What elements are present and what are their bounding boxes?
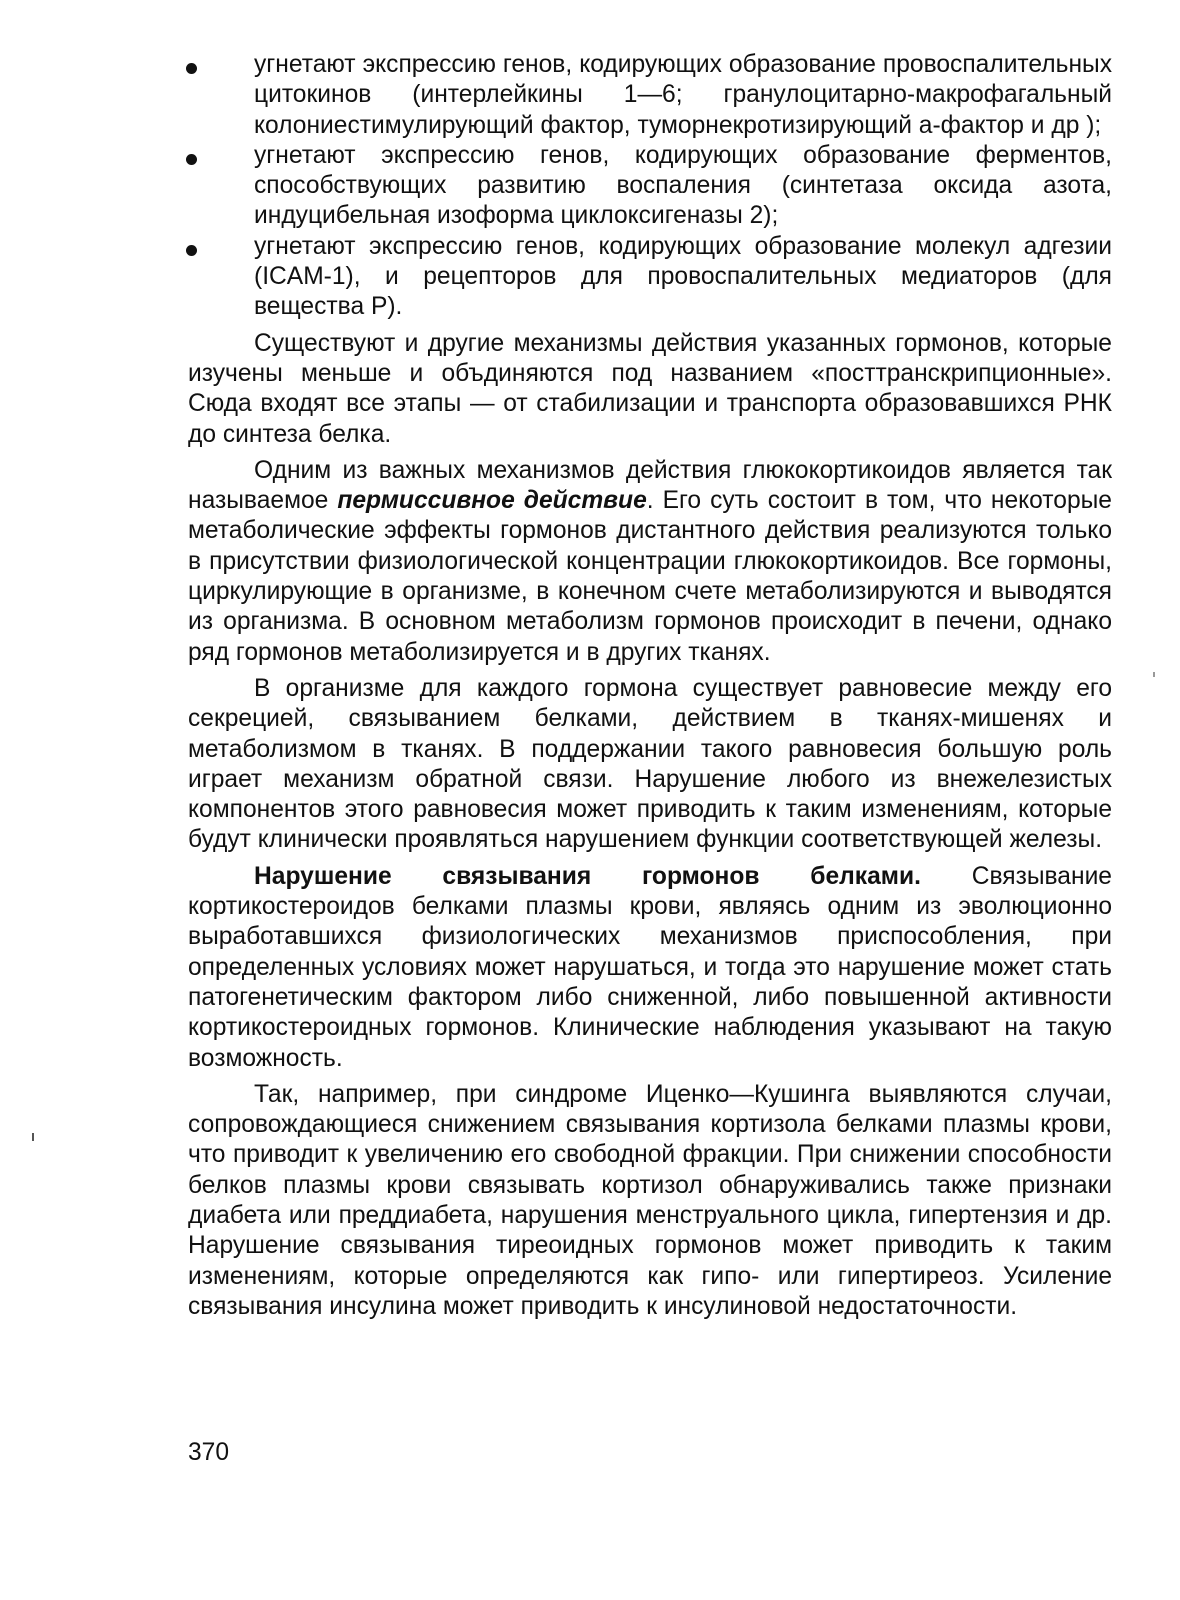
scan-speck: [1153, 672, 1155, 677]
bullet-dot-icon: [186, 154, 197, 165]
page-number: 370: [188, 1439, 230, 1466]
paragraph-text: Связывание кортикостероидов белками плазмы крови, являясь одним из эволюционно выработавшихся физиологических механизмов приспособления, при определенных условиях может нарушаться, и тогда это нарушение может стать патогенетическим фактором либо сниженной, либо повышенной активности кортикостероидных гормонов. Клинические наблюдения указывают на такую возможность.: [188, 862, 1112, 1072]
scan-speck: [32, 1133, 34, 1141]
run-in-heading: Нарушение связывания гормонов белками.: [254, 862, 921, 890]
page-body: [188, 50, 1112, 1322]
bullet-text: угнетают экспрессию генов, кодирующих образование провоспалительных цитокинов (интерлейкины 1—6; гранулоцитарно-макрофагальный колониестимулирующий фактор, туморнекротизирующий а-фактор и др );: [254, 51, 1112, 139]
paragraph-permissive-action: [188, 456, 1112, 668]
paragraph-protein-binding: [188, 862, 1112, 1074]
bullet-text: угнетают экспрессию генов, кодирующих образование молекул адгезии (ICAM-1), и рецепторов для провоспалительных медиаторов (для вещества Р).: [254, 232, 1112, 321]
paragraph-equilibrium: В организме для каждого гормона существует равновесие между его секрецией, связыванием белками, действием в тканях-мишенях и метаболизмом в тканях. В поддержании такого равновесия большую роль играет механизм обратной связи. Нарушение любого из внежелезистых компонентов этого равновесия может приводить к таким изменениям, которые будут клинически проявляться нарушением функции соответствующей железы.: [188, 674, 1112, 854]
paragraph-cushing-example: Так, например, при синдроме Иценко—Кушинга выявляются случаи, сопровождающиеся снижением связывания кортизола белками плазмы крови, что приводит к увеличению его свободной фракции. При снижении способности белков плазмы крови связывать кортизол обнаруживались также признаки диабета или преддиабета, нарушения менструального цикла, гипертензия и др. Нарушение связывания тиреоидных гормонов может приводить к таким изменениям, которые определяются как гипо- или гипертиреоз. Усиление связывания инсулина может приводить к инсулиновой недостаточности.: [188, 1080, 1112, 1320]
bullet-item: [188, 50, 1112, 141]
paragraph-posttranscriptional: Существуют и другие механизмы действия указанных гормонов, которые изучены меньше и объдиняются под названием «посттранскрипционные». Сюда входят все этапы — от стабилизации и транспорта образовавшихся РНК до синтеза белка.: [188, 329, 1112, 448]
bullet-list: [188, 50, 1112, 323]
bullet-dot-icon: [186, 63, 197, 74]
bullet-dot-icon: [186, 245, 197, 256]
paragraph-text: Одним из важных механизмов действия глюкокортикоидов является так называемое: [188, 456, 1112, 515]
bullet-item: [188, 141, 1112, 232]
bullet-text: угнетают экспрессию генов, кодирующих образование ферментов, способствующих развитию воспаления (синтетаза оксида азота, индуцибельная изоформа циклоксигеназы 2);: [254, 141, 1112, 230]
emphasized-term: пермиссивное действие: [337, 487, 647, 515]
paragraph-text: . Его суть состоит в том, что некоторые метаболические эффекты гормонов дистантного действия реализуются только в присутствии физиологической концентрации глюкокортикоидов. Все гормоны, циркулирующие в организме, в конечном счете метаболизируются и выводятся из организма. В основном метаболизм гормонов происходит в печени, однако ряд гормонов метаболизируется и в других тканях.: [188, 487, 1112, 666]
bullet-item: [188, 232, 1112, 323]
